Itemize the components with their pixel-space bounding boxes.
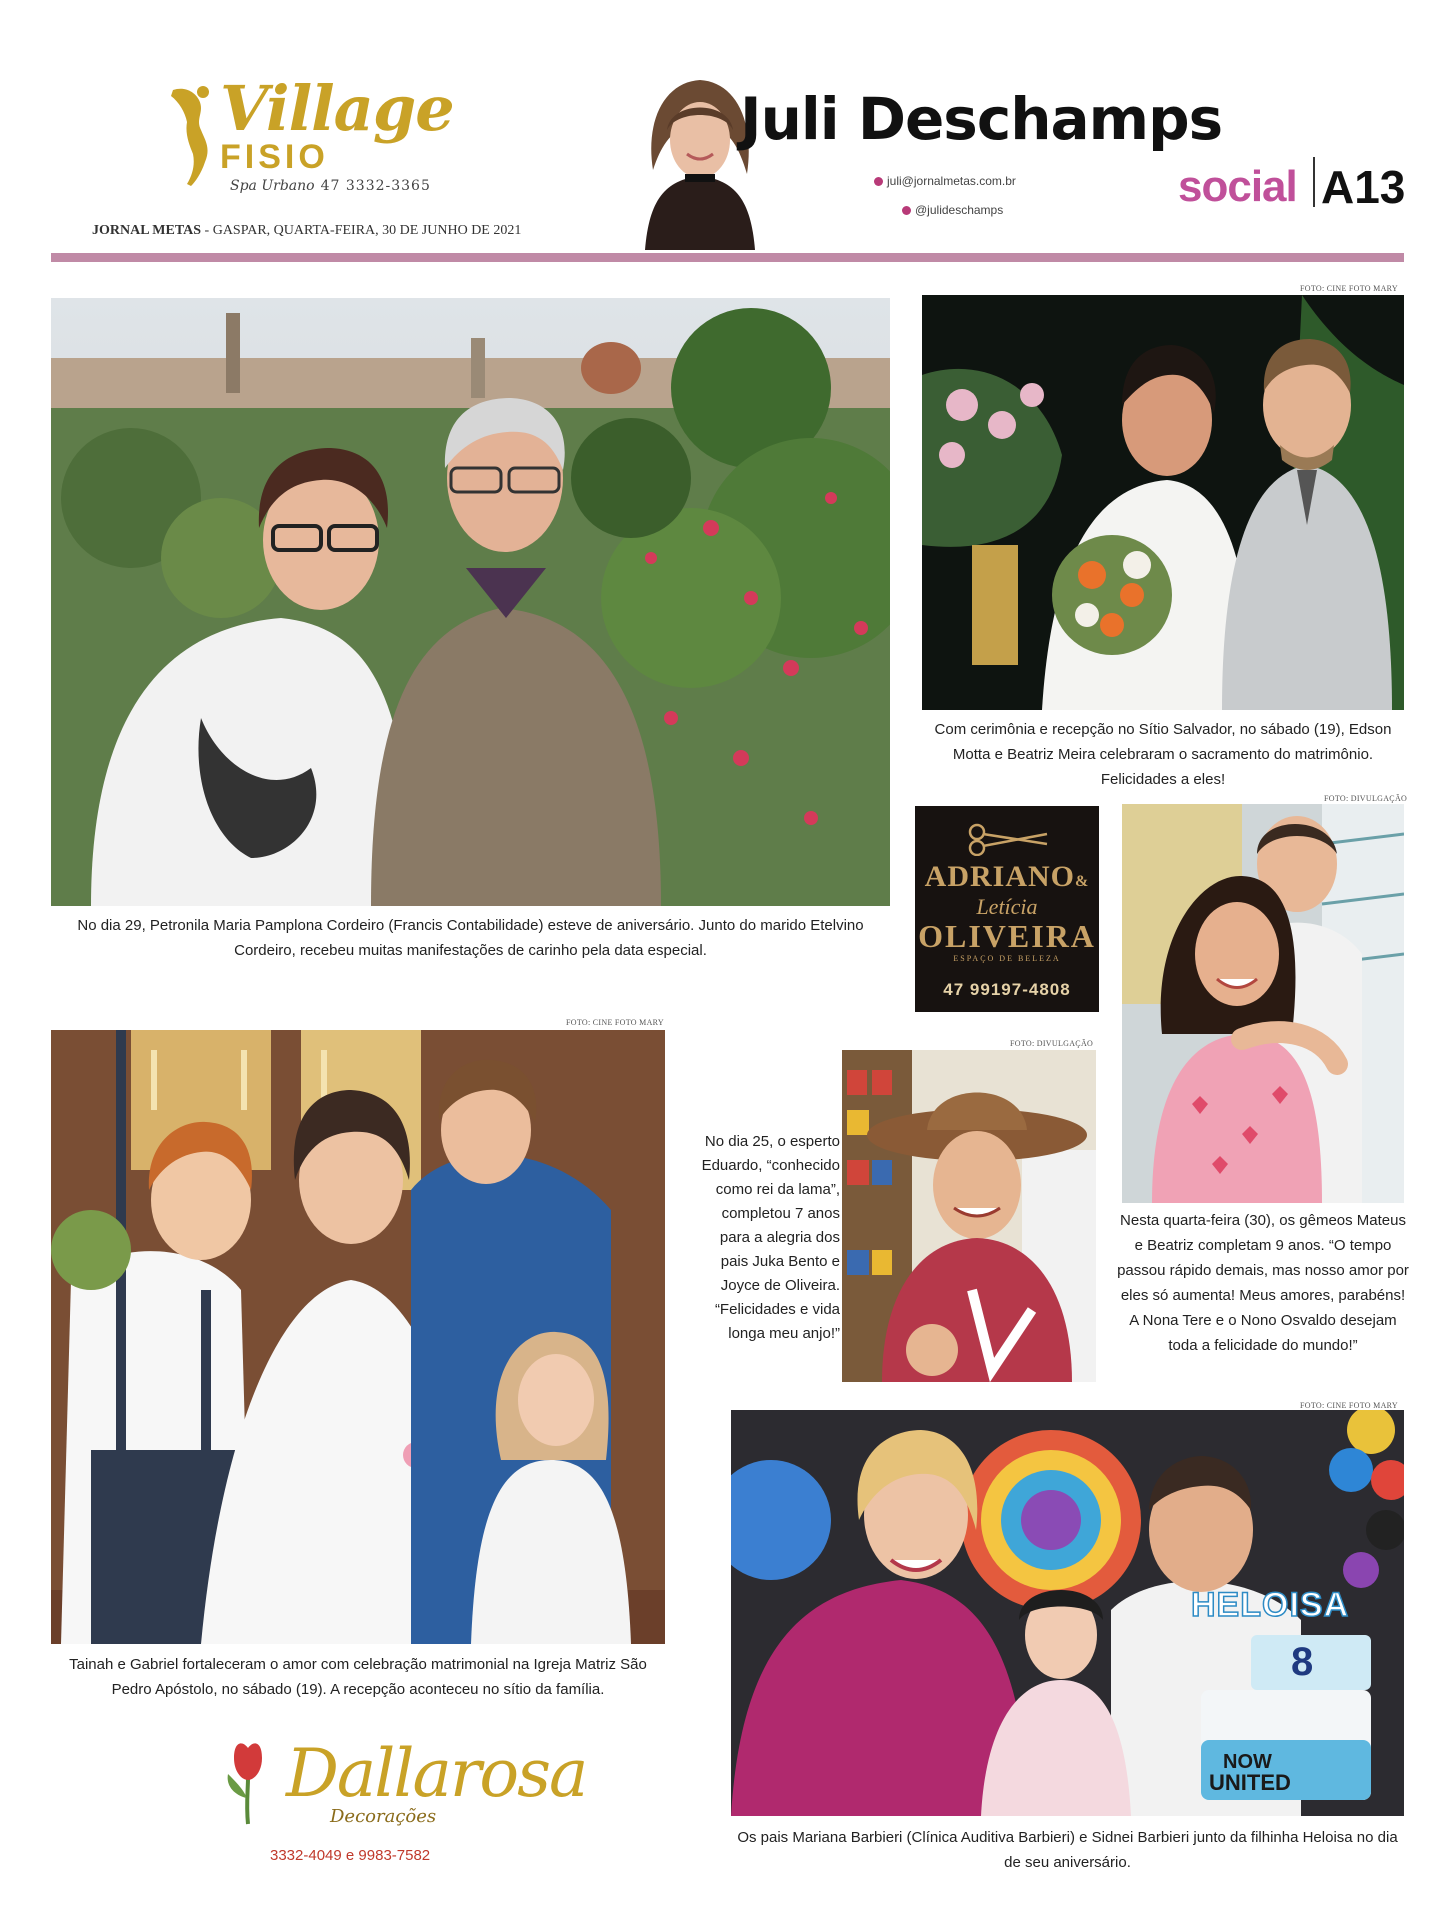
eduardo-credit: FOTO: DIVULGAÇÃO bbox=[1010, 1039, 1094, 1048]
instagram-icon bbox=[902, 206, 911, 215]
logo-village-word: Village bbox=[220, 72, 454, 145]
cake-topper-name: HELOISA bbox=[1191, 1586, 1350, 1624]
wedding-sitio-credit: FOTO: CINE FOTO MARY bbox=[1300, 284, 1398, 293]
scissors-icon bbox=[965, 822, 1049, 856]
ad-adriano-line1: ADRIANO& bbox=[924, 860, 1090, 893]
columnist-name: Juli Deschamps bbox=[740, 85, 1223, 153]
columnist-email[interactable] bbox=[874, 174, 1016, 188]
cake-topper-number: 8 bbox=[1291, 1640, 1314, 1684]
section-label: social bbox=[1178, 162, 1297, 211]
heloisa-credit: FOTO: CINE FOTO MARY bbox=[1300, 1401, 1398, 1410]
logo-fisio-word: FISIO bbox=[220, 138, 329, 176]
eduardo-photo bbox=[842, 1050, 1096, 1382]
heloisa-photo bbox=[731, 1410, 1404, 1816]
instagram-text: @julideschamps bbox=[915, 203, 1004, 217]
ad-adriano-line3: OLIVEIRA bbox=[918, 918, 1096, 954]
ad-adriano-line2: Letícia bbox=[976, 894, 1038, 919]
dallarosa-sub: Decorações bbox=[330, 1806, 437, 1827]
eduardo-caption: No dia 25, o esperto Eduardo, “conhecido como rei da lama”, completou 7 anos para a alegria dos pais Juka Bento e Joyce de Oliveira. “Felicidades e vida longa meu anjo!” bbox=[701, 1133, 840, 1342]
header-rule bbox=[51, 253, 1404, 262]
heloisa-caption: Os pais Mariana Barbieri (Clínica Auditiva Barbieri) e Sidnei Barbieri junto da filhinha Heloisa no dia de seu aniversário. bbox=[737, 1829, 1398, 1871]
wedding-sitio-caption: Com cerimônia e recepção no Sítio Salvador, no sábado (19), Edson Motta e Beatriz Meira celebraram o sacramento do matrimônio. Felicidades a eles! bbox=[934, 721, 1392, 788]
wedding-igreja-photo bbox=[51, 1030, 665, 1644]
village-fisio-logo bbox=[165, 72, 465, 208]
anniversary-caption: No dia 29, Petronila Maria Pamplona Cordeiro (Francis Contabilidade) esteve de aniversário. Junto do marido Etelvino Cordeiro, recebeu muitas manifestações de carinho pela data especial. bbox=[77, 917, 864, 959]
cake-brand-line2: UNITED bbox=[1209, 1770, 1291, 1795]
wedding-igreja-caption: Tainah e Gabriel fortaleceram o amor com celebração matrimonial na Igreja Matriz São Pedro Apóstolo, no sábado (19). A recepção aconteceu no sítio da família. bbox=[69, 1656, 647, 1698]
twins-caption: Nesta quarta-feira (30), os gêmeos Mateus e Beatriz completam 9 anos. “O tempo passou rápido demais, mas nosso amor por eles só aumenta! Meus amores, parabéns! A Nona Tere e o Nono Osvaldo desejam toda a felicidade do mundo!” bbox=[1117, 1212, 1409, 1354]
newspaper-dateline bbox=[92, 223, 521, 239]
dallarosa-ad[interactable] bbox=[220, 1738, 276, 1833]
email-text: juli@jornalmetas.com.br bbox=[887, 174, 1016, 188]
tulip-icon bbox=[220, 1738, 276, 1828]
twins-photo bbox=[1122, 804, 1404, 1203]
ad-adriano-leticia-oliveira[interactable] bbox=[915, 806, 1099, 1012]
columnist-instagram[interactable] bbox=[902, 203, 1003, 217]
logo-tagline bbox=[230, 178, 431, 194]
ad-adriano-phone: 47 99197-4808 bbox=[943, 980, 1071, 999]
twins-credit: FOTO: DIVULGAÇÃO bbox=[1324, 794, 1408, 803]
dancer-silhouette-icon bbox=[165, 78, 225, 188]
ad-adriano-tag: ESPAÇO DE BELEZA bbox=[953, 954, 1061, 963]
anniversary-photo bbox=[51, 298, 890, 906]
cake-brand-line1: NOW bbox=[1223, 1751, 1272, 1773]
section-divider bbox=[1313, 157, 1315, 207]
newspaper-name: JORNAL METAS bbox=[92, 223, 202, 238]
page-number: A13 bbox=[1321, 161, 1406, 213]
wedding-sitio-photo bbox=[922, 295, 1404, 710]
dallarosa-phone: 3332-4049 e 9983-7582 bbox=[270, 1847, 431, 1864]
logo-spa-text: Spa Urbano bbox=[230, 178, 315, 194]
dallarosa-name: Dallarosa bbox=[286, 1735, 587, 1812]
wedding-igreja-credit: FOTO: CINE FOTO MARY bbox=[566, 1018, 664, 1027]
email-icon bbox=[874, 177, 883, 186]
logo-phone: 47 3332-3365 bbox=[320, 178, 431, 194]
dateline-text: - GASPAR, QUARTA-FEIRA, 30 DE JUNHO DE 2021 bbox=[201, 223, 522, 238]
